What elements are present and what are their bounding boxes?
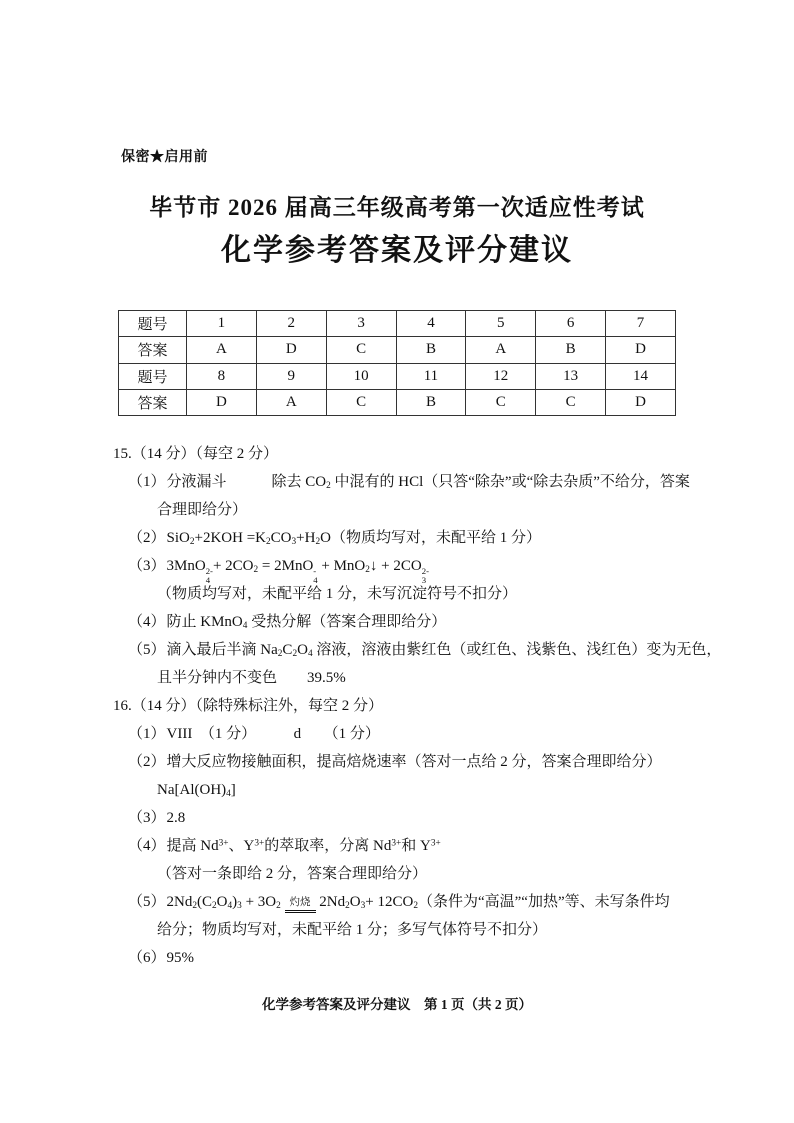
table-cell: 14 [606, 363, 676, 389]
table-cell: A [466, 337, 536, 363]
answer-15-4 [113, 608, 691, 636]
item-label: （5） [128, 894, 166, 910]
item-label: （1） [128, 474, 166, 490]
table-cell: A [187, 337, 257, 363]
question-15-heading: 15.（14 分）（每空 2 分） [113, 446, 279, 462]
answer-16-5-cont [113, 916, 691, 944]
answer-text: 95% [166, 950, 195, 966]
table-cell: B [396, 389, 466, 415]
table-cell: C [536, 389, 606, 415]
table-header-cell: 题号 [119, 311, 187, 337]
chemical-equation: $2Nd_2(C_2O_4)_3 + 3O_2$ 灼烧 $2Nd_2O_3+ 12CO_2$（条件为“高温”“加热”等、未写条件均 [166, 894, 670, 911]
answer-text: VIII （1 分） d （1 分） [166, 726, 380, 742]
table-cell: 4 [396, 311, 466, 337]
answer-15-1 [113, 468, 691, 496]
chemical-equation: $SiO_2+2KOH =K_2CO_3+H_2O$（物质均写对，未配平给 1 分） [166, 530, 541, 547]
table-row [119, 337, 676, 363]
table-cell: 3 [326, 311, 396, 337]
table-cell: 9 [256, 363, 326, 389]
answer-16-1 [113, 720, 691, 748]
table-cell: 8 [187, 363, 257, 389]
answer-text: 且半分钟内不变色 39.5% [157, 670, 346, 686]
table-row [119, 311, 676, 337]
table-cell: D [606, 337, 676, 363]
item-label: （3） [128, 810, 166, 826]
answer-16-6 [113, 944, 691, 972]
item-label: （1） [128, 726, 166, 742]
chemical-equation: 3MnO 2- 4 + $2CO_2 = 2MnO$ - 4 + MnO$_2$↓ + 2CO 2- 3 [166, 558, 429, 586]
table-cell: 13 [536, 363, 606, 389]
table-cell: 7 [606, 311, 676, 337]
answer-15-1-cont [113, 496, 691, 524]
answer-16-2 [113, 748, 691, 776]
item-label: （2） [128, 754, 166, 770]
table-cell: A [256, 389, 326, 415]
item-label: （5） [128, 642, 166, 658]
table-cell: 11 [396, 363, 466, 389]
answer-table [118, 310, 676, 416]
table-row [119, 389, 676, 415]
table-header-cell: 题号 [119, 363, 187, 389]
table-cell: 2 [256, 311, 326, 337]
item-label: （4） [128, 614, 166, 630]
table-cell: B [536, 337, 606, 363]
answer-16-3 [113, 804, 691, 832]
answer-15-5 [113, 636, 722, 664]
table-cell: D [606, 389, 676, 415]
answer-text: 分液漏斗 除去 $CO_2$ 中混有的 HCl（只答“除杂”或“除去杂质”不给分，答案 [166, 474, 690, 491]
chemical-formula: $Na[Al(OH)_4]$ [157, 782, 236, 799]
table-cell: D [256, 337, 326, 363]
answer-16-5 [113, 888, 691, 916]
answer-text: （物质均写对，未配平给 1 分，未写沉淀符号不扣分） [157, 586, 518, 602]
table-cell: 5 [466, 311, 536, 337]
answer-15-2 [113, 524, 691, 552]
table-cell: 1 [187, 311, 257, 337]
answer-text: 合理即给分） [157, 502, 248, 518]
answer-text: 提高 $Nd^{3+}$、$Y^{3+}$的萃取率，分离 $Nd^{3+}$和 $Y^{3+}$ [166, 838, 441, 854]
table-row [119, 363, 676, 389]
answer-text: 防止 KMnO$_4$ 受热分解（答案合理即给分） [166, 614, 447, 631]
answer-text: 滴入最后半滴 $Na_2C_2O_4$ 溶液，溶液由紫红色（或红色、浅紫色、浅红色）变为无色， [166, 642, 722, 659]
answer-16-4-cont [113, 860, 691, 888]
table-cell: 10 [326, 363, 396, 389]
answers-body [113, 440, 722, 972]
page-title: 化学参考答案及评分建议 [221, 234, 573, 267]
table-cell: B [396, 337, 466, 363]
answer-text: 增大反应物接触面积，提高焙烧速率（答对一点给 2 分，答案合理即给分） [166, 754, 662, 770]
item-label: （4） [128, 838, 166, 854]
exam-title: 毕节市 2026 届高三年级高考第一次适应性考试 [149, 195, 645, 220]
table-header-cell: 答案 [119, 389, 187, 415]
answer-text: 给分；物质均写对，未配平给 1 分；多写气体符号不扣分） [157, 922, 548, 938]
answer-15-3 [113, 552, 691, 586]
answer-15-5-cont [113, 664, 691, 692]
table-cell: 12 [466, 363, 536, 389]
table-header-cell: 答案 [119, 337, 187, 363]
secrecy-notice: 保密★启用前 [121, 150, 208, 165]
item-label: （3） [128, 558, 166, 574]
item-label: （2） [128, 530, 166, 546]
table-cell: C [466, 389, 536, 415]
answer-16-4 [113, 832, 691, 860]
answer-text: （答对一条即给 2 分，答案合理即给分） [157, 866, 428, 882]
question-16-heading: 16.（14 分）（除特殊标注外，每空 2 分） [113, 698, 384, 714]
table-cell: D [187, 389, 257, 415]
table-cell: C [326, 337, 396, 363]
answer-16-2-cont [113, 776, 691, 804]
item-label: （6） [128, 950, 166, 966]
table-cell: C [326, 389, 396, 415]
answer-text: 2.8 [166, 810, 186, 826]
page-footer: 化学参考答案及评分建议 第 1 页（共 2 页） [262, 997, 532, 1012]
answer-15-3-cont [113, 580, 691, 608]
table-cell: 6 [536, 311, 606, 337]
